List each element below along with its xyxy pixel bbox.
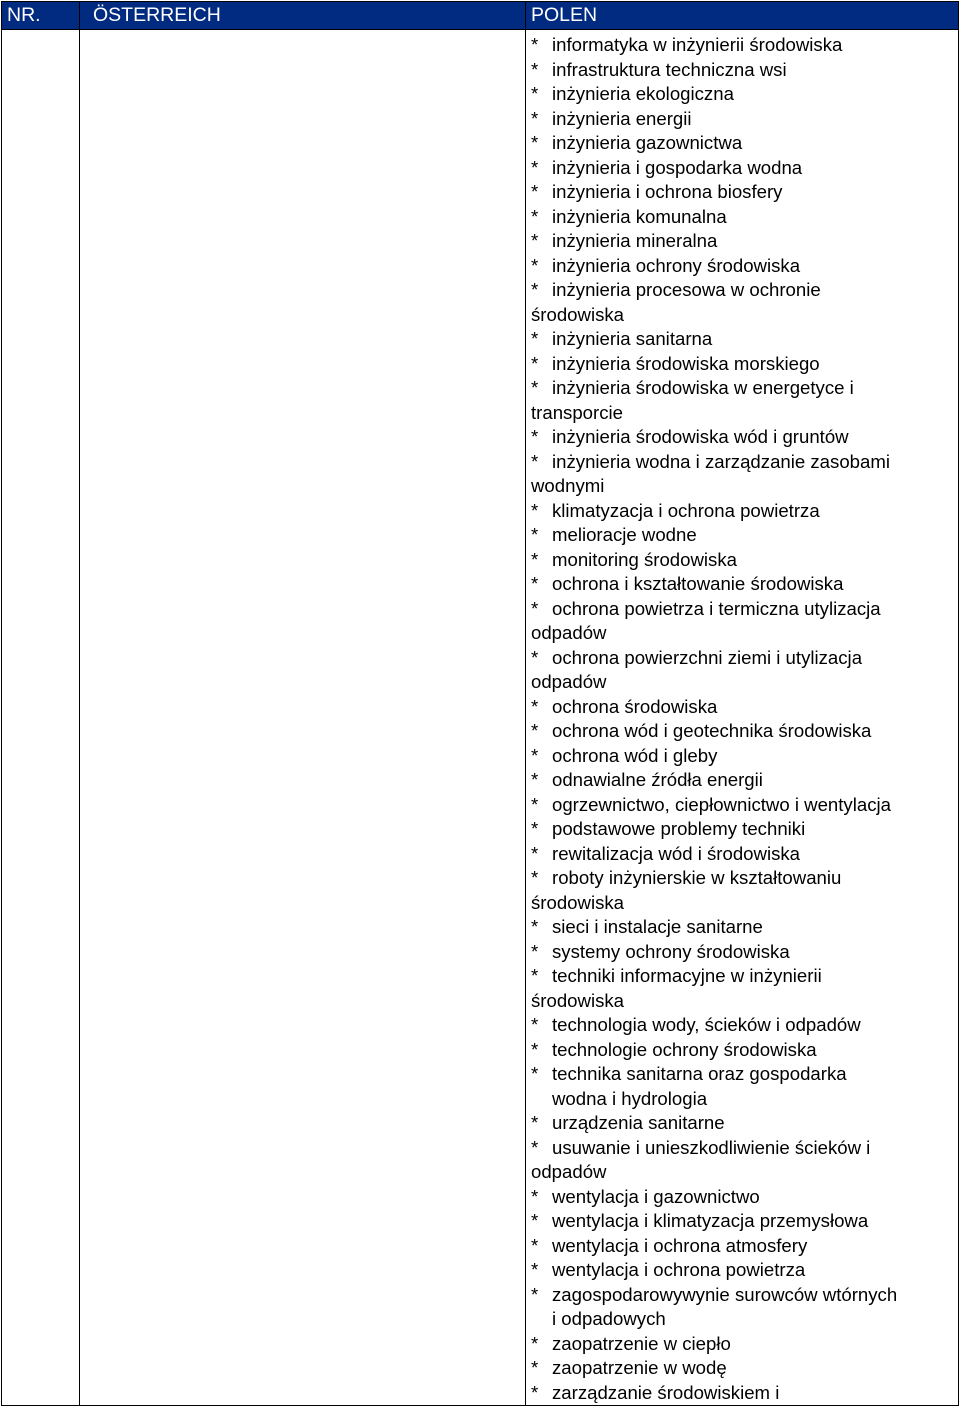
bullet-star: *: [531, 352, 539, 374]
list-item: [531, 695, 958, 720]
bullet-star: *: [531, 769, 539, 790]
list-item-continuation: i odpadowych: [552, 1308, 666, 1329]
list-item-text: ochrona powietrza i termiczna utylizacja: [552, 597, 881, 619]
list-item-text: usuwanie i unieszkodliwienie ścieków i: [552, 1136, 871, 1158]
comparison-table: [1, 1, 959, 1406]
list-item-text: techniki informacyjne w inżynierii: [552, 965, 822, 986]
list-item: [531, 33, 958, 58]
bullet-star: *: [531, 1381, 539, 1403]
list-item: [531, 425, 958, 450]
bullet-star: *: [531, 254, 539, 276]
bullet-star: *: [531, 132, 539, 153]
list-item-text: technologie ochrony środowiska: [552, 1038, 817, 1060]
list-item-text: inżynieria środowiska morskiego: [552, 352, 820, 374]
list-item-continuation: odpadów: [531, 671, 607, 692]
list-item-text: infrastruktura techniczna wsi: [552, 58, 787, 80]
bullet-star: *: [531, 181, 539, 202]
bullet-star: *: [531, 1063, 539, 1084]
list-item: [531, 719, 958, 744]
bullet-star: *: [531, 377, 539, 398]
list-item-text: inżynieria energii: [552, 107, 692, 129]
list-item-text: zaopatrzenie w wodę: [552, 1357, 727, 1378]
nr-cell: [2, 30, 80, 1406]
list-item: [531, 817, 958, 842]
list-item: [531, 229, 958, 254]
list-item-text: sieci i instalacje sanitarne: [552, 916, 763, 937]
list-item-text: monitoring środowiska: [552, 548, 737, 570]
bullet-star: *: [531, 842, 539, 864]
list-item-text: klimatyzacja i ochrona powietrza: [552, 499, 820, 521]
bullet-star: *: [531, 1185, 539, 1207]
list-item-text: inżynieria i ochrona biosfery: [552, 181, 783, 202]
list-item: [531, 499, 958, 524]
list-item: [531, 768, 958, 793]
list-item-text: odnawialne źródła energii: [552, 769, 763, 790]
list-item-continuation: środowiska: [531, 891, 625, 913]
list-item-continuation: wodna i hydrologia: [552, 1087, 708, 1109]
list-item: [531, 793, 958, 818]
list-item: [531, 82, 958, 107]
list-item-text: inżynieria procesowa w ochronie: [552, 279, 821, 300]
list-item: [531, 646, 958, 695]
list-item: [531, 254, 958, 279]
bullet-star: *: [531, 83, 539, 104]
list-item: [531, 1258, 958, 1283]
list-item: [531, 964, 958, 1013]
header-poland-label: POLEN: [531, 4, 598, 26]
list-item-text: zagospodarowywynie surowców wtórnych: [552, 1283, 898, 1305]
list-item-text: wentylacja i ochrona powietrza: [552, 1259, 806, 1280]
list-item: [531, 1283, 958, 1332]
bullet-star: *: [531, 965, 539, 986]
list-item: [531, 866, 958, 915]
bullet-star: *: [531, 230, 539, 251]
header-austria-label: ÖSTERREICH: [93, 4, 221, 26]
list-item: [531, 58, 958, 83]
list-item-text: ochrona i kształtowanie środowiska: [552, 573, 844, 594]
bullet-star: *: [531, 916, 539, 937]
list-item: [531, 842, 958, 867]
list-item-text: zarządzanie środowiskiem i: [552, 1381, 780, 1403]
bullet-star: *: [531, 156, 539, 178]
list-item: [531, 1332, 958, 1357]
list-item-text: ochrona wód i gleby: [552, 744, 718, 766]
list-item-text: inżynieria środowiska wód i gruntów: [552, 426, 849, 447]
list-item-text: urządzenia sanitarne: [552, 1112, 725, 1133]
bullet-star: *: [531, 867, 539, 888]
list-item-text: podstawowe problemy techniki: [552, 818, 806, 839]
bullet-star: *: [531, 1014, 539, 1035]
list-item: [531, 278, 958, 327]
header-austria: [80, 2, 526, 30]
list-item-text: technologia wody, ścieków i odpadów: [552, 1014, 861, 1035]
header-row: [2, 2, 959, 30]
list-item-text: rewitalizacja wód i środowiska: [552, 842, 801, 864]
bullet-star: *: [531, 279, 539, 300]
list-item-text: inżynieria sanitarna: [552, 328, 713, 349]
list-item: [531, 523, 958, 548]
header-nr-label: NR.: [7, 4, 41, 26]
bullet-star: *: [531, 1038, 539, 1060]
list-item-continuation: odpadów: [531, 622, 607, 643]
bullet-star: *: [531, 107, 539, 129]
list-item: [531, 1356, 958, 1381]
list-item: [531, 1062, 958, 1111]
list-item: [531, 1185, 958, 1210]
bullet-star: *: [531, 58, 539, 80]
bullet-star: *: [531, 573, 539, 594]
list-item-text: melioracje wodne: [552, 524, 697, 545]
list-item: [531, 940, 958, 965]
list-item-text: inżynieria ochrony środowiska: [552, 254, 801, 276]
bullet-star: *: [531, 695, 539, 717]
list-item-text: inżynieria komunalna: [552, 205, 727, 227]
list-item-text: wentylacja i ochrona atmosfery: [552, 1234, 808, 1256]
poland-cell: [526, 30, 959, 1406]
list-item: [531, 744, 958, 769]
bullet-star: *: [531, 205, 539, 227]
list-item-text: inżynieria gazownictwa: [552, 132, 743, 153]
list-item: [531, 327, 958, 352]
list-item-text: inżynieria wodna i zarządzanie zasobami: [552, 450, 890, 472]
list-item-text: wentylacja i gazownictwo: [552, 1185, 760, 1207]
list-item: [531, 915, 958, 940]
bullet-star: *: [531, 1332, 539, 1354]
list-item-continuation: odpadów: [531, 1161, 607, 1182]
list-item-text: zaopatrzenie w ciepło: [552, 1332, 731, 1354]
bullet-star: *: [531, 1234, 539, 1256]
bullet-star: *: [531, 720, 539, 741]
bullet-star: *: [531, 1283, 539, 1305]
list-item-text: ochrona wód i geotechnika środowiska: [552, 720, 872, 741]
bullet-star: *: [531, 450, 539, 472]
bullet-star: *: [531, 793, 539, 815]
list-item-text: ogrzewnictwo, ciepłownictwo i wentylacja: [552, 793, 891, 815]
list-item-text: ochrona powierzchni ziemi i utylizacja: [552, 646, 863, 668]
list-item-continuation: środowiska: [531, 989, 625, 1011]
bullet-star: *: [531, 597, 539, 619]
bullet-star: *: [531, 1210, 539, 1231]
list-item-text: inżynieria mineralna: [552, 230, 718, 251]
list-item: [531, 156, 958, 181]
list-item: [531, 1209, 958, 1234]
list-item: [531, 376, 958, 425]
list-item-text: inżynieria środowiska w energetyce i: [552, 377, 854, 398]
list-item-continuation: wodnymi: [531, 475, 605, 496]
list-item: [531, 107, 958, 132]
list-item-text: technika sanitarna oraz gospodarka: [552, 1063, 847, 1084]
list-item: [531, 1381, 958, 1406]
list-item: [531, 1013, 958, 1038]
bullet-star: *: [531, 1357, 539, 1378]
bullet-star: *: [531, 34, 539, 55]
list-item: [531, 450, 958, 499]
list-item-continuation: transporcie: [531, 401, 623, 423]
list-item: [531, 1234, 958, 1259]
list-item-text: inżynieria i gospodarka wodna: [552, 156, 803, 178]
header-nr: [2, 2, 80, 30]
bullet-star: *: [531, 940, 539, 962]
list-item-text: informatyka w inżynierii środowiska: [552, 34, 843, 55]
list-item-text: systemy ochrony środowiska: [552, 940, 790, 962]
bullet-star: *: [531, 818, 539, 839]
bullet-star: *: [531, 426, 539, 447]
list-item: [531, 180, 958, 205]
bullet-star: *: [531, 1259, 539, 1280]
list-item: [531, 131, 958, 156]
austria-cell: [80, 30, 526, 1406]
header-poland: [526, 2, 959, 30]
list-item-continuation: środowiska: [531, 303, 625, 325]
bullet-star: *: [531, 548, 539, 570]
table-row: [2, 30, 959, 1406]
bullet-star: *: [531, 328, 539, 349]
list-item: [531, 1038, 958, 1063]
bullet-star: *: [531, 524, 539, 545]
bullet-star: *: [531, 499, 539, 521]
list-item-text: wentylacja i klimatyzacja przemysłowa: [552, 1210, 869, 1231]
list-item: [531, 572, 958, 597]
list-item-text: inżynieria ekologiczna: [552, 83, 734, 104]
list-item: [531, 597, 958, 646]
list-item: [531, 352, 958, 377]
bullet-star: *: [531, 744, 539, 766]
list-item-text: roboty inżynierskie w kształtowaniu: [552, 867, 842, 888]
list-item-text: ochrona środowiska: [552, 695, 718, 717]
list-item: [531, 1136, 958, 1185]
poland-list: [526, 30, 958, 1405]
bullet-star: *: [531, 646, 539, 668]
list-item: [531, 548, 958, 573]
list-item: [531, 1111, 958, 1136]
bullet-star: *: [531, 1136, 539, 1158]
bullet-star: *: [531, 1112, 539, 1133]
list-item: [531, 205, 958, 230]
